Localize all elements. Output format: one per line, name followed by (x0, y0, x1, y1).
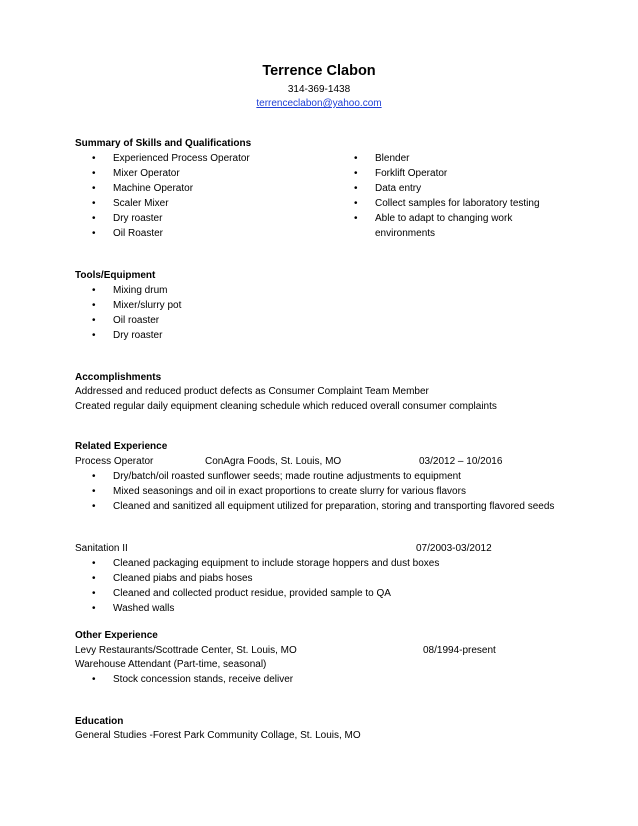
list-item: • Blender (354, 151, 554, 166)
candidate-name: Terrence Clabon (262, 63, 376, 79)
list-item: • Able to adapt to changing work environments (354, 211, 535, 241)
job-role: Process Operator (75, 456, 154, 467)
tools-section-title: Tools/Equipment (75, 270, 156, 281)
education-line: General Studies -Forest Park Community Collage, St. Louis, MO (75, 730, 361, 741)
list-item: • Collect samples for laboratory testing (354, 196, 554, 211)
list-item: • Machine Operator (92, 181, 250, 196)
list-item: • Mixer Operator (92, 166, 250, 181)
skills-right-list (354, 151, 554, 241)
list-item: • Experienced Process Operator (92, 151, 250, 166)
email-link[interactable]: terrenceclabon@yahoo.com (256, 98, 382, 109)
accomplishment-line: Addressed and reduced product defects as Consumer Complaint Team Member (75, 386, 429, 397)
tools-list (92, 283, 181, 343)
list-item: • Oil Roaster (92, 226, 250, 241)
skills-left-list (92, 151, 250, 241)
accomplishments-section-title: Accomplishments (75, 372, 162, 383)
list-item: • Data entry (354, 181, 554, 196)
other-role: Warehouse Attendant (Part-time, seasonal) (75, 659, 267, 670)
list-item: • Mixing drum (92, 283, 181, 298)
job-dates: 03/2012 – 10/2016 (419, 456, 503, 467)
list-item: • Stock concession stands, receive deliver (92, 672, 293, 687)
list-item: • Dry roaster (92, 328, 181, 343)
list-item: • Washed walls (92, 601, 439, 616)
list-item: • Cleaned packaging equipment to include storage hoppers and dust boxes (92, 556, 439, 571)
other-employer: Levy Restaurants/Scottrade Center, St. Louis, MO (75, 645, 297, 656)
list-item: • Cleaned and sanitized all equipment utilized for preparation, storing and transporting flavored seeds (92, 499, 565, 514)
list-item: • Scaler Mixer (92, 196, 250, 211)
list-item: • Cleaned and collected product residue, provided sample to QA (92, 586, 439, 601)
list-item: • Oil roaster (92, 313, 181, 328)
job-company: ConAgra Foods, St. Louis, MO (205, 456, 342, 467)
job1-bullets (92, 469, 572, 514)
other-bullets (92, 672, 293, 687)
accomplishment-line: Created regular daily equipment cleaning schedule which reduced overall consumer complaints (75, 401, 497, 412)
related-experience-title: Related Experience (75, 441, 168, 452)
phone-number: 314-369-1438 (287, 84, 351, 95)
list-item: • Cleaned piabs and piabs hoses (92, 571, 439, 586)
education-section-title: Education (75, 716, 124, 727)
list-item: • Dry/batch/oil roasted sunflower seeds; made routine adjustments to equipment (92, 469, 572, 484)
list-item: • Dry roaster (92, 211, 250, 226)
job2-bullets (92, 556, 439, 616)
list-item: • Forklift Operator (354, 166, 554, 181)
resume-header (0, 61, 638, 111)
other-dates: 08/1994-present (423, 645, 496, 656)
skills-section-title: Summary of Skills and Qualifications (75, 138, 252, 149)
list-item: • Mixer/slurry pot (92, 298, 181, 313)
job-dates: 07/2003-03/2012 (416, 543, 492, 554)
job-role: Sanitation II (75, 543, 128, 554)
list-item: • Mixed seasonings and oil in exact proportions to create slurry for various flavors (92, 484, 572, 499)
other-experience-title: Other Experience (75, 630, 158, 641)
